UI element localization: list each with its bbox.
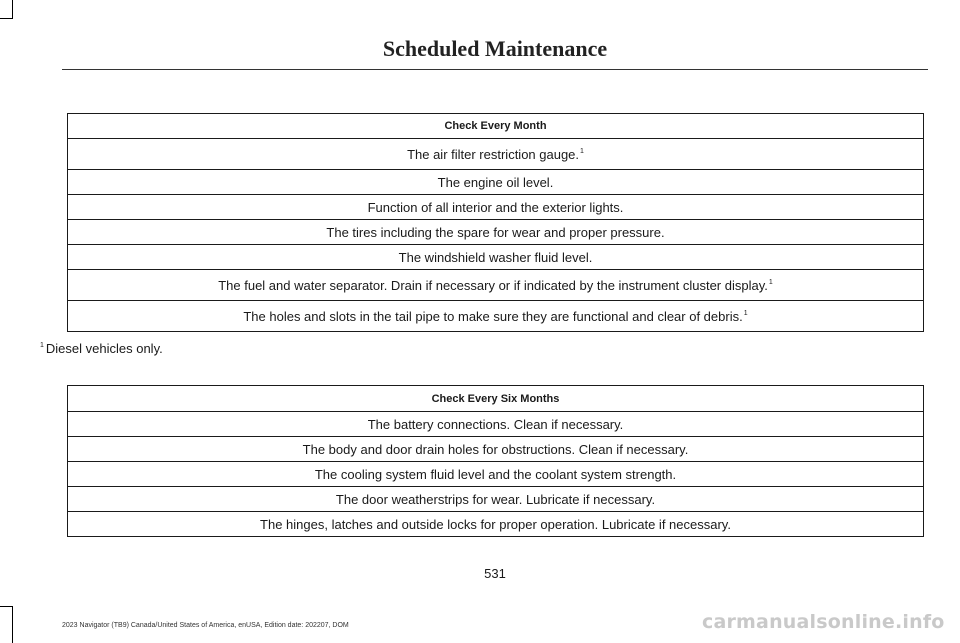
crop-mark-top-left-h: [0, 18, 13, 19]
monthly-check-table: [67, 113, 924, 332]
table-cell: [68, 270, 924, 301]
table-row: [68, 462, 924, 487]
table-row: [68, 437, 924, 462]
edition-info: 2023 Navigator (TB9) Canada/United States of America, enUSA, Edition date: 202207, DOM: [62, 622, 349, 629]
crop-mark-top-left-v: [12, 0, 13, 18]
cell-text: The fuel and water separator. Drain if necessary or if indicated by the instrument cluster display.: [218, 277, 768, 293]
footnote-marker: 1: [40, 342, 44, 349]
footnote-ref: 1: [580, 147, 584, 155]
table-row: [68, 512, 924, 537]
table-cell: The cooling system fluid level and the coolant system strength.: [68, 462, 924, 487]
table-cell: [68, 245, 924, 270]
footnote-ref: 1: [768, 278, 773, 286]
cell-text: The tires including the spare for wear and proper pressure.: [326, 224, 665, 240]
table-row: [68, 245, 924, 270]
table-cell: The battery connections. Clean if necessary.: [68, 412, 924, 437]
table-cell: [68, 220, 924, 245]
crop-mark-bottom-left-v: [12, 606, 13, 643]
table-row: [68, 195, 924, 220]
table-row: [68, 270, 924, 301]
footnote-text: Diesel vehicles only.: [45, 341, 163, 356]
table-cell: [68, 170, 924, 195]
table-heading: Check Every Month: [68, 114, 924, 139]
footnote: [40, 341, 163, 356]
table-row: [68, 301, 924, 332]
table-cell: The body and door drain holes for obstructions. Clean if necessary.: [68, 437, 924, 462]
table-row: [68, 220, 924, 245]
table-header-row: [68, 386, 924, 412]
table-header-row: [68, 114, 924, 139]
page-number: 531: [484, 566, 506, 581]
cell-text: The engine oil level.: [437, 174, 554, 190]
table-row: [68, 412, 924, 437]
title-divider: [62, 69, 928, 70]
table-heading: Check Every Six Months: [68, 386, 924, 412]
six-month-check-table: [67, 385, 924, 537]
footnote-ref: 1: [743, 309, 748, 317]
table-cell: The door weatherstrips for wear. Lubricate if necessary.: [68, 487, 924, 512]
cell-text: The air filter restriction gauge.: [407, 146, 580, 162]
cell-text: Function of all interior and the exterior lights.: [367, 199, 624, 215]
cell-text: The windshield washer fluid level.: [398, 249, 593, 265]
watermark: carmanualsonline.info: [702, 611, 945, 633]
table-cell: [68, 139, 924, 170]
cell-text: The holes and slots in the tail pipe to make sure they are functional and clear of debris.: [243, 308, 743, 324]
table-row: [68, 139, 924, 170]
table-row: [68, 170, 924, 195]
table-cell: [68, 301, 924, 332]
table-row: [68, 487, 924, 512]
table-cell: [68, 195, 924, 220]
page-title: Scheduled Maintenance: [382, 36, 608, 61]
table-cell: The hinges, latches and outside locks for proper operation. Lubricate if necessary.: [68, 512, 924, 537]
crop-mark-bottom-left-h: [0, 606, 13, 607]
